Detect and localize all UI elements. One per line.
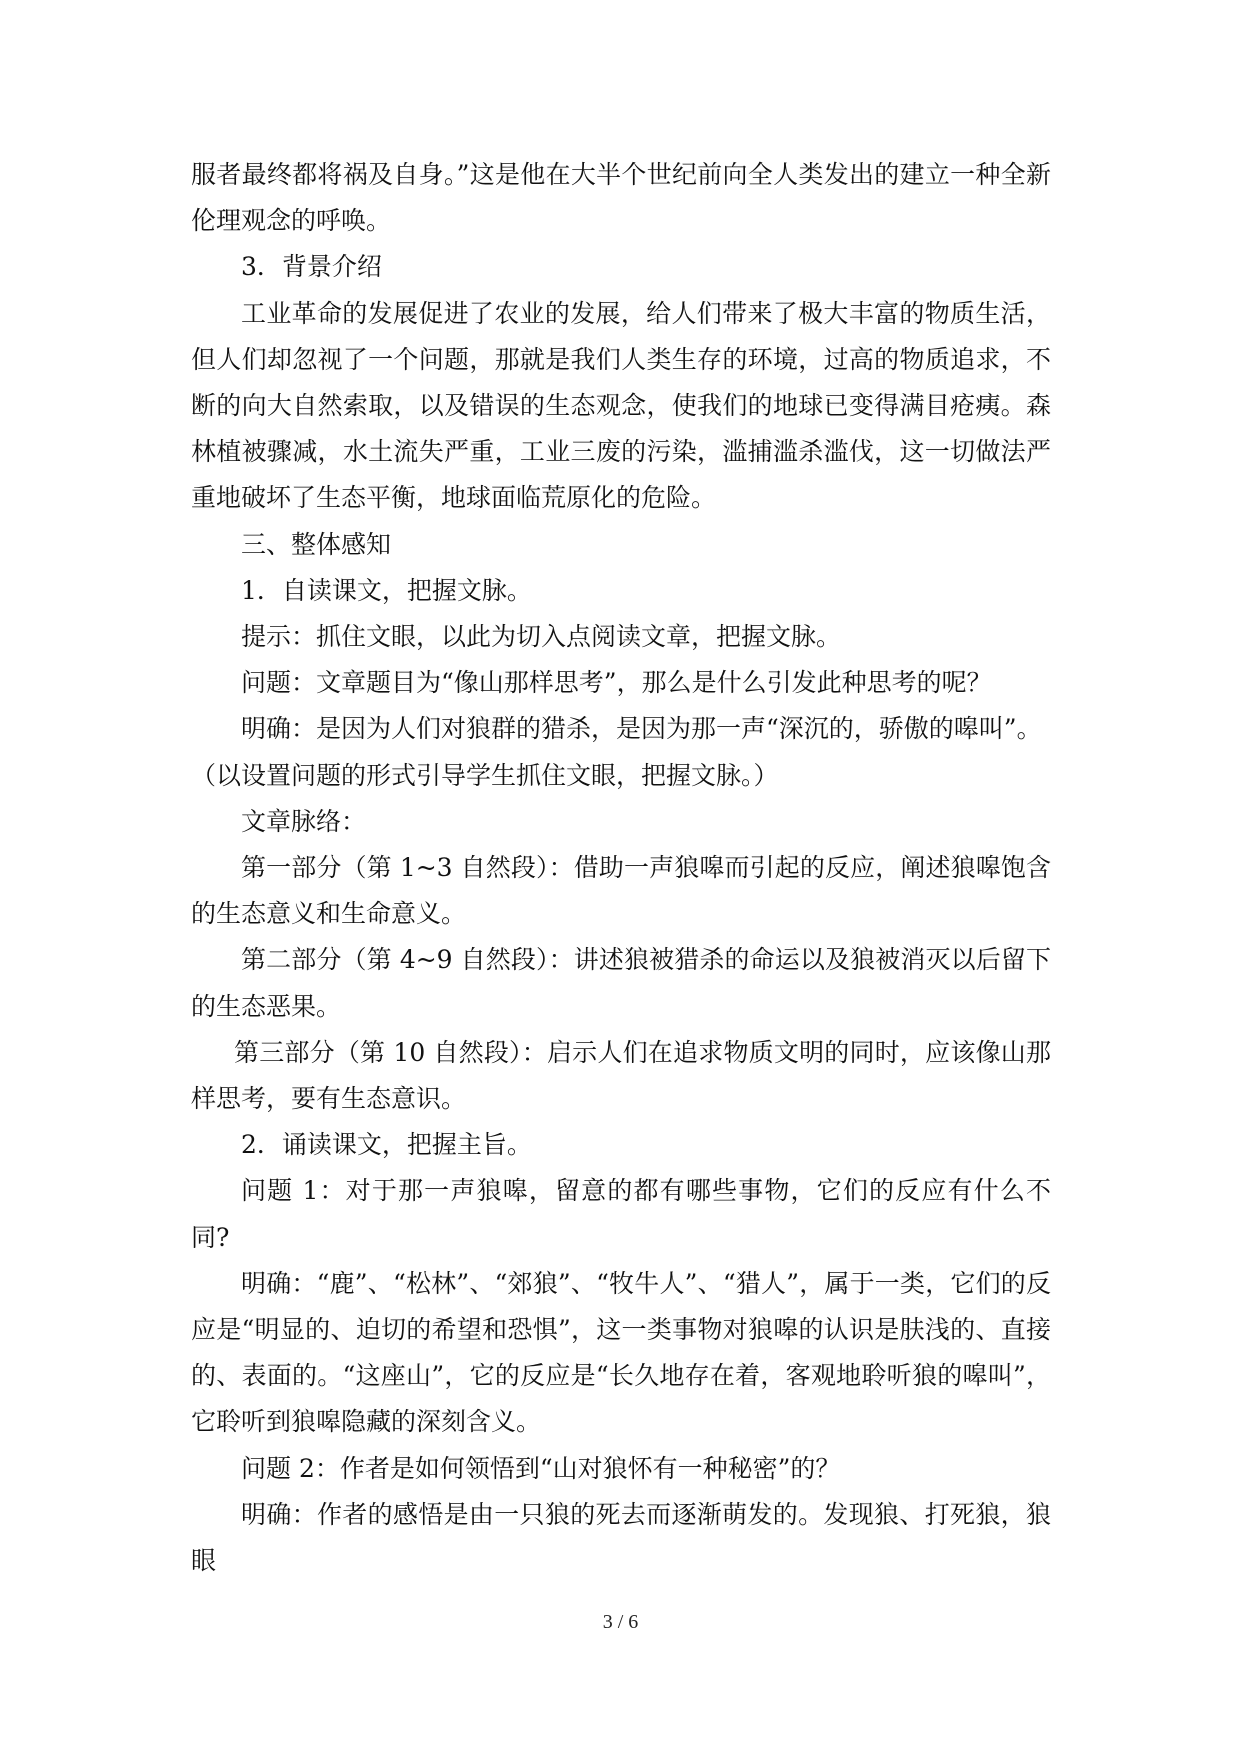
section-heading-overview: 三、整体感知 [241,529,392,559]
page-number: 3 / 6 [602,1611,639,1633]
paragraph-part-one: 第一部分（第 1~3 自然段）：借助一声狼嗥而引起的反应，阐述狼嗥饱含的生态意义和生命意义。 [191,853,1051,929]
paragraph-question-1: 问题 1：对于那一声狼嗥，留意的都有哪些事物，它们的反应有什么不同? [191,1176,1051,1252]
paragraph-question: 问题：文章题目为“像山那样思考”，那么是什么引发此种思考的呢？ [241,668,992,698]
paragraph-answer-2: 明确：作者的感悟是由一只狼的死去而逐渐萌发的。发现狼、打死狼，狼眼 [191,1499,1051,1576]
subheading-recite: 2．诵读课文，把握主旨。 [241,1130,532,1160]
paragraph-continuation: 服者最终都将祸及自身。”这是他在大半个世纪前向全人类发出的建立一种全新伦理观念的呼唤。 [191,160,1051,236]
paragraph-answer-1: 明确：“鹿”、“松林”、“郊狼”、“牧牛人”、“猎人”，属于一类，它们的反应是“明显的、迫切的希望和恐惧”，这一类事物对狼嗥的认识是肤浅的、直接的、表面的。“这座山”，它的反应是“长久地存在着，客观地聆听狼的嗥叫”，它聆听到狼嗥隐藏的深刻含义。 [191,1268,1051,1437]
document-body [191,152,1051,1584]
paragraph-part-three: 第三部分（第 10 自然段）：启示人们在追求物质文明的同时，应该像山那样思考，要有生态意识。 [191,1037,1051,1114]
subheading-self-reading: 1．自读课文，把握文脉。 [241,575,532,605]
section-heading-background: 3．背景介绍 [241,252,382,282]
paragraph-note: （以设置问题的形式引导学生抓住文眼，把握文脉。） [191,760,779,790]
paragraph-hint: 提示：抓住文眼，以此为切入点阅读文章，把握文脉。 [241,622,842,652]
paragraph-question-2: 问题 2：作者是如何领悟到“山对狼怀有一种秘密”的？ [241,1453,841,1483]
paragraph-part-two: 第二部分（第 4~9 自然段）：讲述狼被猎杀的命运以及狼被消灭以后留下的生态恶果。 [191,945,1051,1021]
paragraph-background: 工业革命的发展促进了农业的发展，给人们带来了极大丰富的物质生活，但人们却忽视了一个问题，那就是我们人类生存的环境，过高的物质追求，不断的向大自然索取，以及错误的生态观念，使我们的地球已变得满目疮痍。森林植被骤减，水土流失严重，工业三废的污染，滥捕滥杀滥伐，这一切做法严重地破坏了生态平衡，地球面临荒原化的危险。 [191,298,1051,513]
paragraph-structure-label: 文章脉络： [241,806,367,836]
paragraph-answer: 明确：是因为人们对狼群的猎杀，是因为那一声“深沉的，骄傲的嗥叫”。 [241,714,1042,744]
